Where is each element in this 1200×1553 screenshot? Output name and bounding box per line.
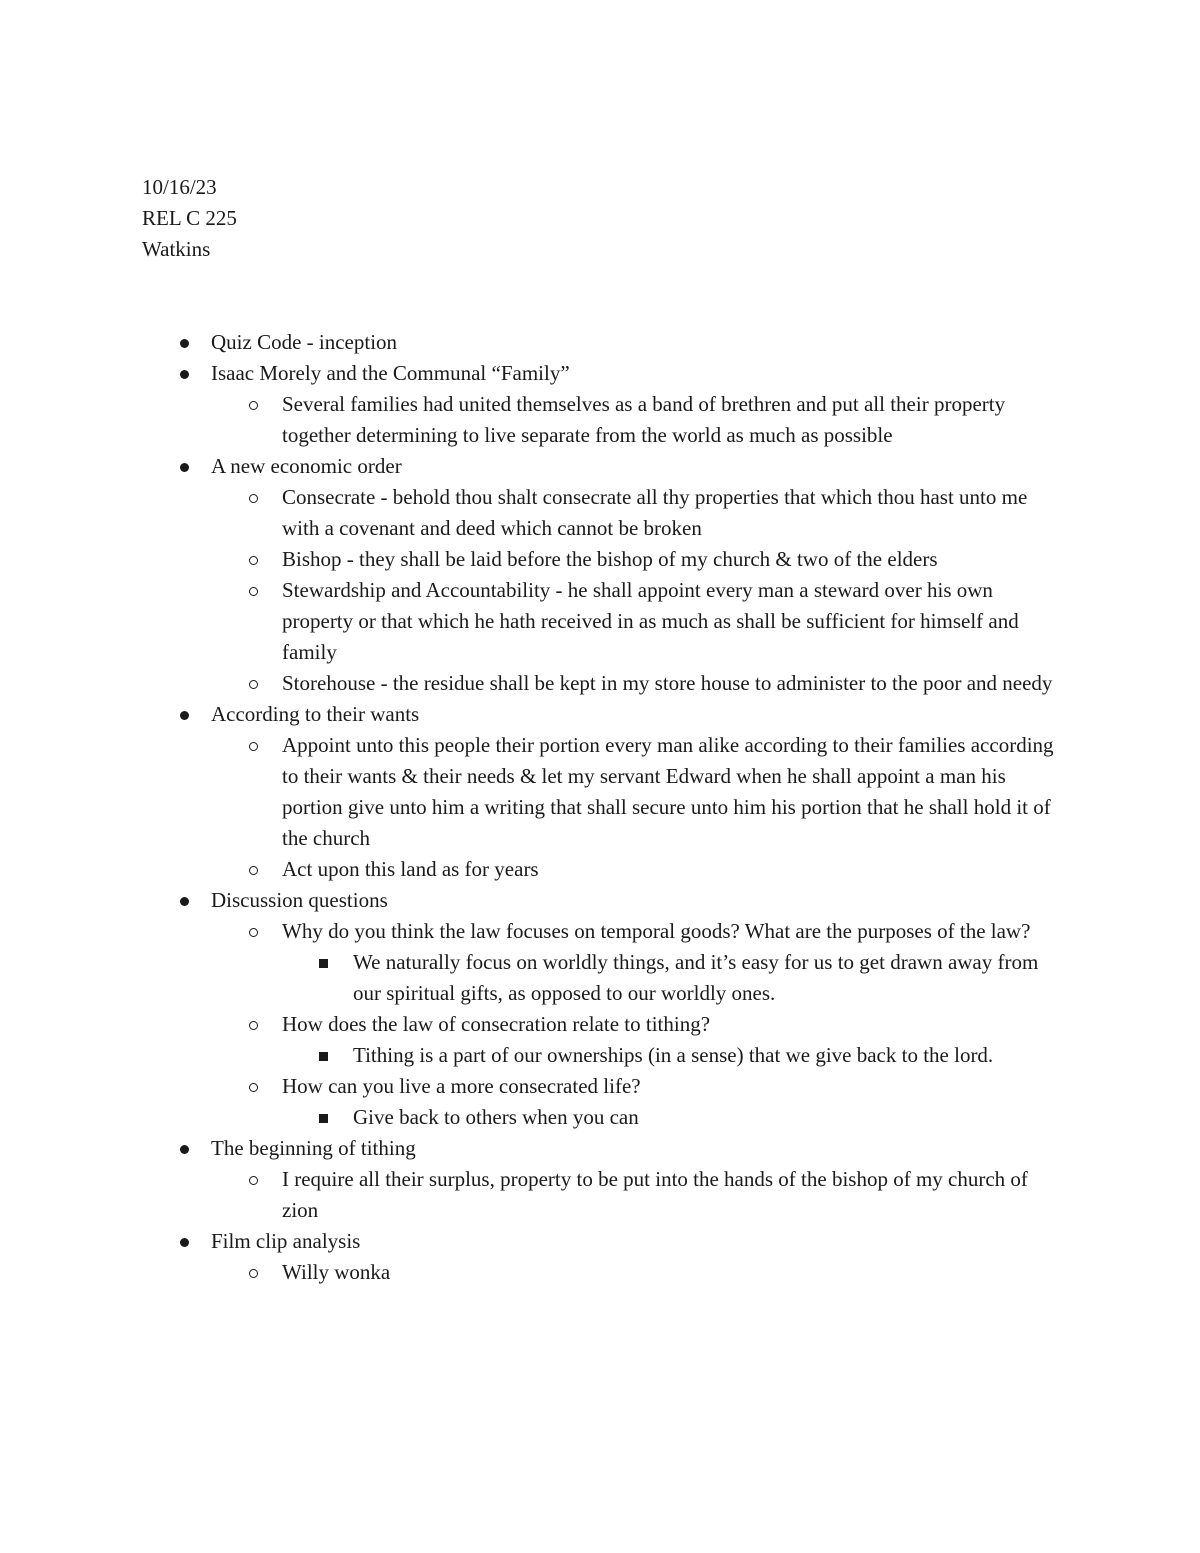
instructor-name: Watkins xyxy=(142,237,211,261)
list-item-text: Several families had united themselves as a band of brethren and put all their property together determining to live separate from the world as much as possible xyxy=(282,392,1006,447)
list-item xyxy=(142,668,1062,699)
list-item-text: Bishop - they shall be laid before the bishop of my church & two of the elders xyxy=(282,547,938,571)
list-item xyxy=(142,1102,1062,1133)
filled-bullet-icon xyxy=(180,451,189,482)
hollow-bullet-icon xyxy=(249,1257,258,1288)
hollow-bullet-icon xyxy=(249,544,258,575)
filled-bullet-icon xyxy=(180,885,189,916)
list-item xyxy=(142,854,1062,885)
list-item xyxy=(142,389,1062,451)
list-item-text: Storehouse - the residue shall be kept in my store house to administer to the poor and needy xyxy=(282,671,1053,695)
list-item-text: Stewardship and Accountability - he shall appoint every man a steward over his own property or that which he hath received in as much as shall be sufficient for himself and family xyxy=(282,578,1019,664)
hollow-bullet-icon xyxy=(249,730,258,761)
square-bullet-icon xyxy=(319,1040,328,1071)
list-item-text: I require all their surplus, property to be put into the hands of the bishop of my church of zion xyxy=(282,1167,1028,1222)
list-item-text: Quiz Code - inception xyxy=(211,330,398,354)
filled-bullet-icon xyxy=(180,327,189,358)
hollow-bullet-icon xyxy=(249,668,258,699)
hollow-bullet-icon xyxy=(249,916,258,947)
hollow-bullet-icon xyxy=(249,1071,258,1102)
list-item-text: Why do you think the law focuses on temporal goods? What are the purposes of the law? xyxy=(282,919,1031,943)
list-item xyxy=(142,327,1062,358)
list-item xyxy=(142,916,1062,947)
list-item xyxy=(142,482,1062,544)
note-header xyxy=(142,172,237,265)
filled-bullet-icon xyxy=(180,699,189,730)
hollow-bullet-icon xyxy=(249,1164,258,1195)
list-item-text: How can you live a more consecrated life? xyxy=(282,1074,641,1098)
hollow-bullet-icon xyxy=(249,482,258,513)
list-item-text: The beginning of tithing xyxy=(211,1136,416,1160)
hollow-bullet-icon xyxy=(249,854,258,885)
list-item xyxy=(142,730,1062,854)
list-item-text: Isaac Morely and the Communal “Family” xyxy=(211,361,570,385)
list-item-text: Willy wonka xyxy=(282,1260,391,1284)
list-item xyxy=(142,575,1062,668)
list-item xyxy=(142,1133,1062,1164)
list-item-text: Appoint unto this people their portion every man alike according to their families according to their wants & their needs & let my servant Edward when he shall appoint a man his portion give unto him a writing that shall secure unto him his portion that he shall hold it of the church xyxy=(282,733,1054,850)
list-item xyxy=(142,885,1062,916)
hollow-bullet-icon xyxy=(249,1009,258,1040)
list-item-text: A new economic order xyxy=(211,454,402,478)
list-item-text: Film clip analysis xyxy=(211,1229,361,1253)
list-item xyxy=(142,1164,1062,1226)
list-item-text: Tithing is a part of our ownerships (in a sense) that we give back to the lord. xyxy=(353,1043,994,1067)
list-item xyxy=(142,1040,1062,1071)
filled-bullet-icon xyxy=(180,358,189,389)
notes-list xyxy=(142,327,1062,1288)
course-code: REL C 225 xyxy=(142,206,237,230)
list-item xyxy=(142,1071,1062,1102)
hollow-bullet-icon xyxy=(249,575,258,606)
list-item xyxy=(142,544,1062,575)
note-date: 10/16/23 xyxy=(142,175,217,199)
list-item xyxy=(142,1226,1062,1257)
square-bullet-icon xyxy=(319,1102,328,1133)
list-item xyxy=(142,1009,1062,1040)
list-item-text: How does the law of consecration relate to tithing? xyxy=(282,1012,711,1036)
list-item-text: We naturally focus on worldly things, and it’s easy for us to get drawn away from our spiritual gifts, as opposed to our worldly ones. xyxy=(353,950,1039,1005)
filled-bullet-icon xyxy=(180,1226,189,1257)
filled-bullet-icon xyxy=(180,1133,189,1164)
list-item-text: Discussion questions xyxy=(211,888,388,912)
list-item-text: Consecrate - behold thou shalt consecrate all thy properties that which thou hast unto me with a covenant and deed which cannot be broken xyxy=(282,485,1028,540)
list-item xyxy=(142,699,1062,730)
list-item xyxy=(142,1257,1062,1288)
hollow-bullet-icon xyxy=(249,389,258,420)
square-bullet-icon xyxy=(319,947,328,978)
list-item xyxy=(142,451,1062,482)
list-item-text: Give back to others when you can xyxy=(353,1105,639,1129)
list-item-text: According to their wants xyxy=(211,702,420,726)
list-item xyxy=(142,358,1062,389)
list-item xyxy=(142,947,1062,1009)
list-item-text: Act upon this land as for years xyxy=(282,857,539,881)
